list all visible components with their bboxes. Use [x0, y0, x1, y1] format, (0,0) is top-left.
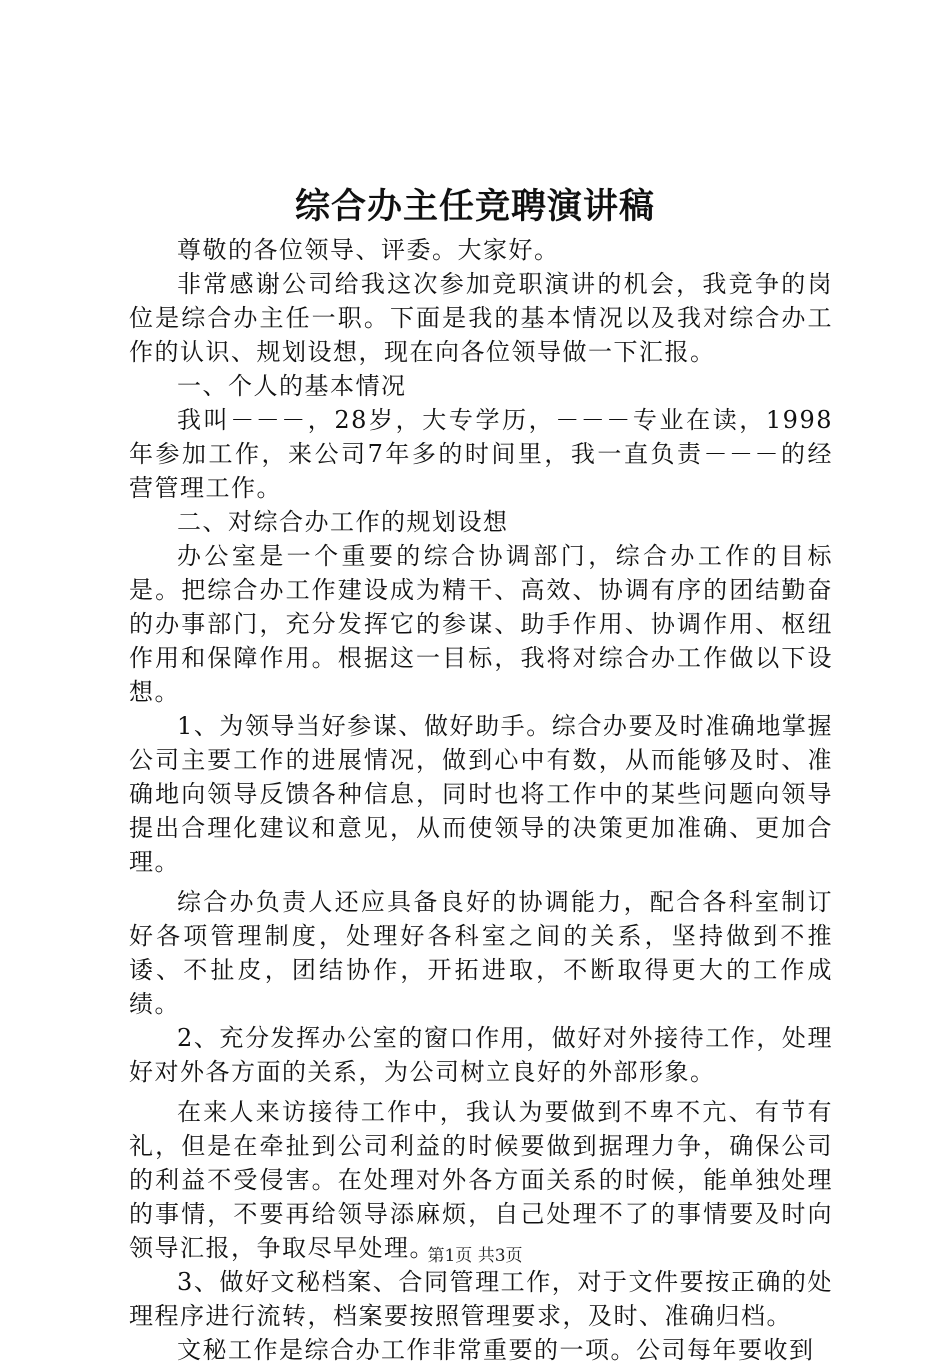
- section-heading-basic-info: 一、个人的基本情况: [177, 372, 407, 400]
- paragraph-point-1: 1、为领导当好参谋、做好助手。综合办要及时准确地掌握公司主要工作的进展情况，做到心中有数，从而能够及时、准确地向领导反馈各种信息，同时也将工作中的某些问题向领导提出合理化建议和意见，从而使领导的决策更加准确、更加合理。: [129, 712, 833, 876]
- paragraph-coordination: 综合办负责人还应具备良好的协调能力，配合各科室制订好各项管理制度，处理好各科室之间的关系，坚持做到不推诿、不扯皮，团结协作，开拓进取，不断取得更大的工作成绩。: [129, 888, 833, 1018]
- paragraph-basic-info: 我叫－－－，28岁，大专学历，－－－专业在读，1998年参加工作，来公司7年多的时间里，我一直负责－－－的经营管理工作。: [129, 406, 833, 502]
- document-title: 综合办主任竞聘演讲稿: [294, 186, 655, 227]
- paragraph-point-3: 3、做好文秘档案、合同管理工作，对于文件要按正确的处理程序进行流转，档案要按照管理要求，及时、准确归档。: [129, 1268, 833, 1330]
- page-footer: 第1页 共3页: [427, 1246, 523, 1266]
- paragraph-reception: 在来人来访接待工作中，我认为要做到不卑不亢、有节有礼，但是在牵扯到公司利益的时候要做到据理力争，确保公司的利益不受侵害。在处理对外各方面关系的时候，能单独处理的事情，不要再给领导添麻烦，自己处理不了的事情要及时向领导汇报，争取尽早处理。: [129, 1098, 833, 1262]
- paragraph-greeting: 尊敬的各位领导、评委。大家好。: [177, 236, 560, 264]
- section-heading-plan: 二、对综合办工作的规划设想: [177, 508, 509, 536]
- paragraph-office-goal: 办公室是一个重要的综合协调部门，综合办工作的目标是。把综合办工作建设成为精干、高效、协调有序的团结勤奋的办事部门，充分发挥它的参谋、助手作用、协调作用、枢纽作用和保障作用。根据这一目标，我将对综合办工作做以下设想。: [129, 542, 833, 706]
- paragraph-secretarial: 文秘工作是综合办工作非常重要的一项。公司每年要收到: [177, 1336, 815, 1364]
- paragraph-intro: 非常感谢公司给我这次参加竞职演讲的机会，我竞争的岗位是综合办主任一职。下面是我的基本情况以及我对综合办工作的认识、规划设想，现在向各位领导做一下汇报。: [129, 270, 833, 366]
- paragraph-point-2: 2、充分发挥办公室的窗口作用，做好对外接待工作，处理好对外各方面的关系，为公司树立良好的外部形象。: [129, 1024, 833, 1086]
- document-body: [129, 233, 833, 1367]
